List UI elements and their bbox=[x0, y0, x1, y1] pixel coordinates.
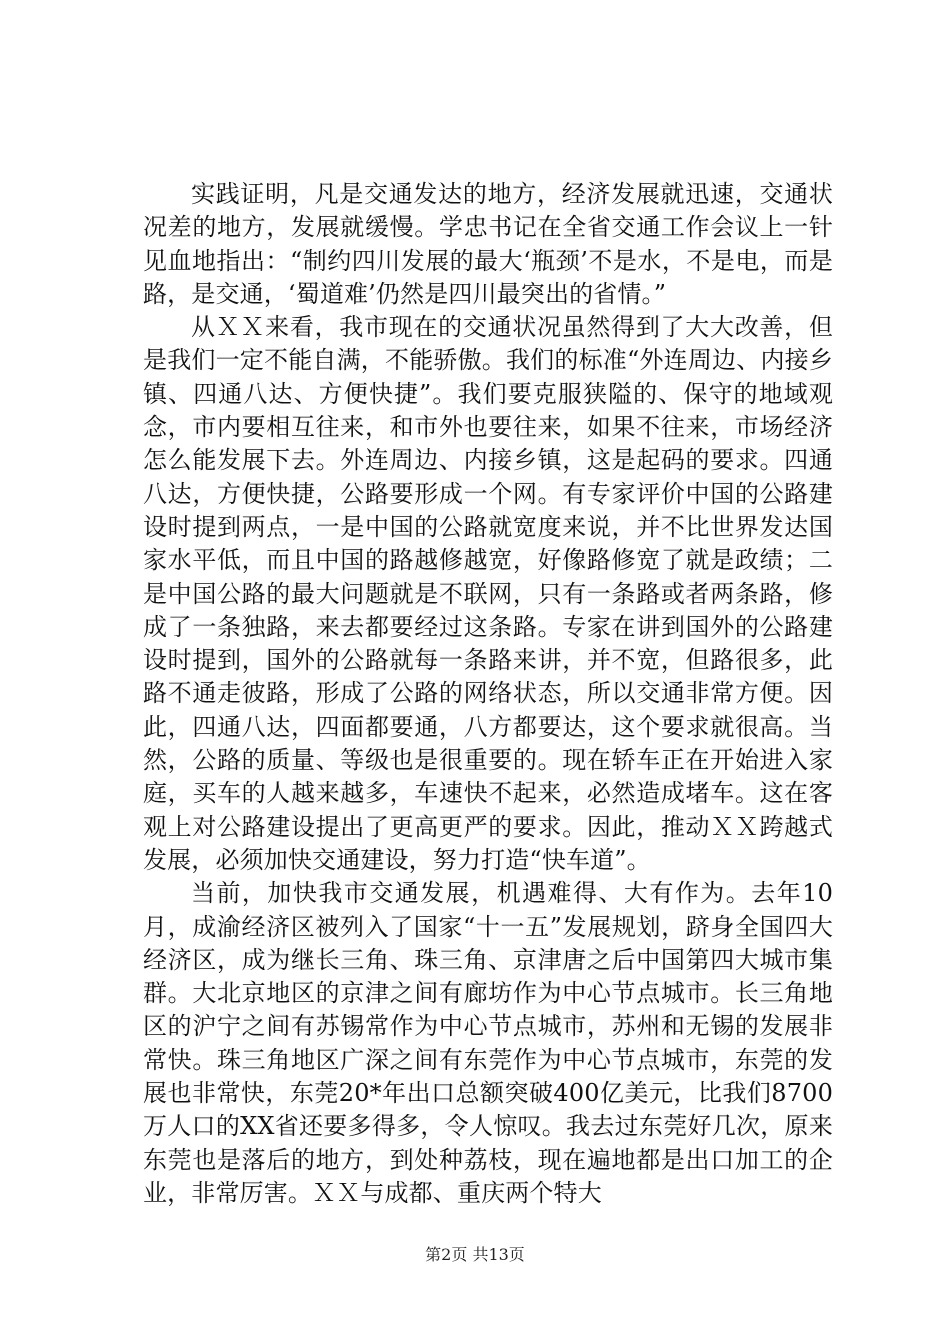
body-text bbox=[143, 178, 833, 1210]
paragraph-1: 实践证明，凡是交通发达的地方，经济发展就迅速，交通状况差的地方，发展就缓慢。学忠书记在全省交通工作会议上一针见血地指出：“制约四川发展的最大‘瓶颈’不是水，不是电，而是路，是交通，‘蜀道难’仍然是四川最突出的省情。” bbox=[143, 180, 833, 308]
paragraph-3: 当前，加快我市交通发展，机遇难得、大有作为。去年10月，成渝经济区被列入了国家“十一五”发展规划，跻身全国四大经济区，成为继长三角、珠三角、京津唐之后中国第四大城市集群。大北京地区的京津之间有廊坊作为中心节点城市。长三角地区的沪宁之间有苏锡常作为中心节点城市，苏州和无锡的发展非常快。珠三角地区广深之间有东莞作为中心节点城市，东莞的发展也非常快，东莞20*年出口总额突破400亿美元，比我们8700万人口的XX省还要多得多，令人惊叹。我去过东莞好几次，原来东莞也是落后的地方，到处种荔枝，现在遍地都是出口加工的企业，非常厉害。ＸＸ与成都、重庆两个特大 bbox=[143, 879, 833, 1207]
page-footer bbox=[0, 1245, 950, 1265]
page-number-label: 第2页 共13页 bbox=[425, 1245, 525, 1264]
paragraph-2: 从ＸＸ来看，我市现在的交通状况虽然得到了大大改善，但是我们一定不能自满，不能骄傲。我们的标准“外连周边、内接乡镇、四通八达、方便快捷”。我们要克服狭隘的、保守的地域观念，市内要相互往来，和市外也要往来，如果不往来，市场经济怎么能发展下去。外连周边、内接乡镇，这是起码的要求。四通八达，方便快捷，公路要形成一个网。有专家评价中国的公路建设时提到两点，一是中国的公路就宽度来说，并不比世界发达国家水平低，而且中国的路越修越宽，好像路修宽了就是政绩；二是中国公路的最大问题就是不联网，只有一条路或者两条路，修成了一条独路，来去都要经过这条路。专家在讲到国外的公路建设时提到，国外的公路就每一条路来讲，并不宽，但路很多，此路不通走彼路，形成了公路的网络状态，所以交通非常方便。因此，四通八达，四面都要通，八方都要达，这个要求就很高。当然，公路的质量、等级也是很重要的。现在轿车正在开始进入家庭，买车的人越来越多，车速快不起来，必然造成堵车。这在客观上对公路建设提出了更高更严的要求。因此，推动ＸＸ跨越式发展，必须加快交通建设，努力打造“快车道”。 bbox=[143, 313, 833, 874]
